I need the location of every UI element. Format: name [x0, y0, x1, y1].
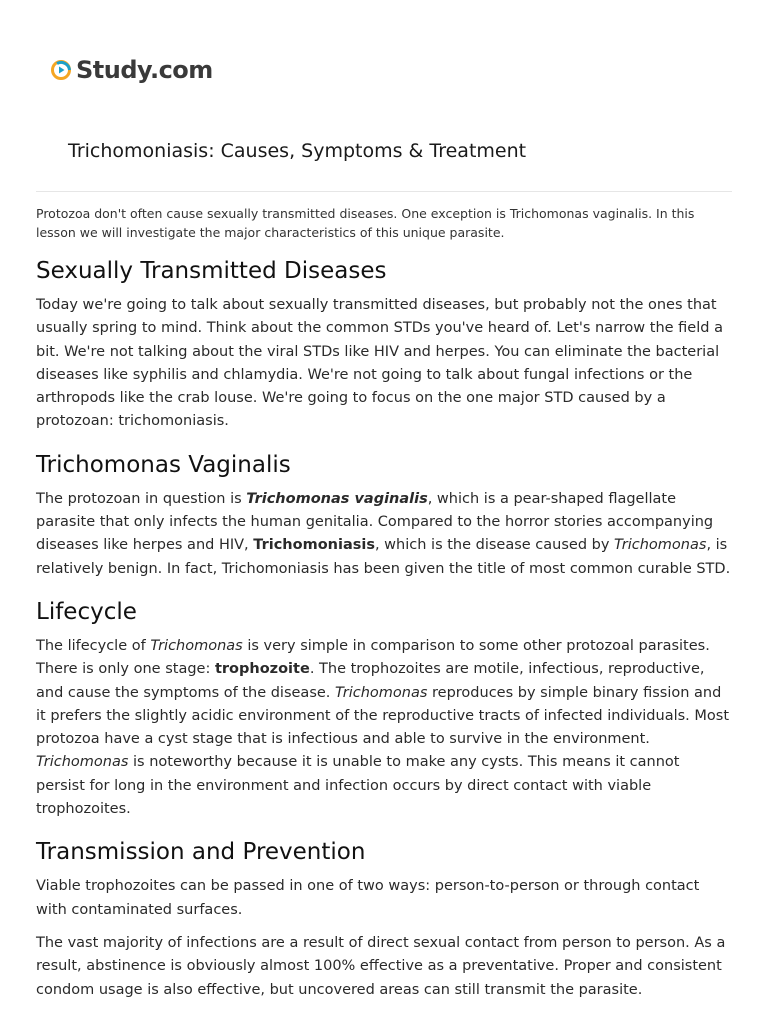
- emphasis-text: Trichomonas: [150, 637, 243, 654]
- section-heading: Trichomonas Vaginalis: [36, 451, 291, 478]
- paragraph-text: is noteworthy because it is unable to make any cysts. This means it cannot persist for long in the environment and infection occurs by direct contact with viable trophozoites.: [36, 754, 680, 818]
- paragraph-text: , which is a pear-shaped flagellate parasite that only infects the human genitalia. Compared to the horror stories accompanying diseases like herpes and HIV,: [36, 490, 714, 554]
- emphasis-text: Trichomonas vaginalis: [246, 490, 428, 507]
- section-paragraph: [36, 875, 732, 922]
- intro-text: Protozoa don't often cause sexually transmitted diseases. One exception is Trichomonas vaginalis. In this lesson we will investigate the major characteristics of this unique parasite.: [36, 206, 695, 240]
- logo-text: Study.com: [76, 56, 213, 84]
- sections-container: [36, 256, 732, 1002]
- paragraph-text: Today we're going to talk about sexually transmitted diseases, but probably not the ones that usually spring to mind. Think about the common STDs you've heard of. Let's narrow the field a bit. We're not talking about the viral STDs like HIV and herpes. You can eliminate the bacterial diseases like syphilis and chlamydia. We're not going to talk about fungal infections or the arthropods like the crab louse. We're going to focus on the one major STD caused by a protozoan: trichomoniasis.: [36, 297, 723, 430]
- paragraph-text: is very simple in comparison to some other protozoal parasites. There is only one stage:: [36, 637, 710, 678]
- paragraph-text: . The trophozoites are motile, infectious, reproductive, and cause the symptoms of the disease.: [36, 661, 705, 701]
- title-divider: [36, 191, 732, 192]
- paragraph-text: The protozoan in question is: [36, 490, 247, 507]
- section-paragraph: [36, 635, 732, 821]
- section-paragraph: [36, 294, 732, 434]
- article-content: [36, 204, 732, 1018]
- paragraph-text: , is relatively benign. In fact, Trichomoniasis has been given the title of most common curable STD.: [36, 537, 731, 577]
- paragraph-text: The lifecycle of: [36, 637, 151, 654]
- paragraph-text: reproduces by simple binary fission and it prefers the slightly acidic environment of the reproductive tracts of infected individuals. Most protozoa have a cyst stage that is infectious and able to survive in the environment.: [36, 684, 730, 748]
- paragraph-text: Viable trophozoites can be passed in one of two ways: person-to-person or through contact with contaminated surfaces.: [36, 878, 700, 918]
- emphasis-text: Trichomonas: [335, 684, 428, 701]
- section-heading: Transmission and Prevention: [36, 839, 366, 866]
- study-logo[interactable]: [50, 56, 213, 84]
- section-heading: Lifecycle: [36, 598, 137, 625]
- paragraph-text: The vast majority of infections are a result of direct sexual contact from person to person. As a result, abstinence is obviously almost 100% effective as a preventative. Proper and consistent condom usage is also effective, but uncovered areas can still transmit the parasite.: [36, 934, 726, 998]
- emphasis-text: trophozoite: [214, 661, 310, 678]
- play-circle-icon: [50, 59, 72, 81]
- section-paragraph: [36, 932, 732, 1002]
- emphasis-text: Trichomonas: [614, 537, 707, 554]
- emphasis-text: Trichomoniasis: [253, 537, 375, 554]
- emphasis-text: Trichomonas: [36, 754, 129, 771]
- section-paragraph: [36, 488, 732, 581]
- section-heading: Sexually Transmitted Diseases: [36, 258, 387, 284]
- paragraph-text: , which is the disease caused by: [374, 537, 615, 554]
- document-title: Trichomoniasis: Causes, Symptoms & Treatment: [68, 140, 527, 162]
